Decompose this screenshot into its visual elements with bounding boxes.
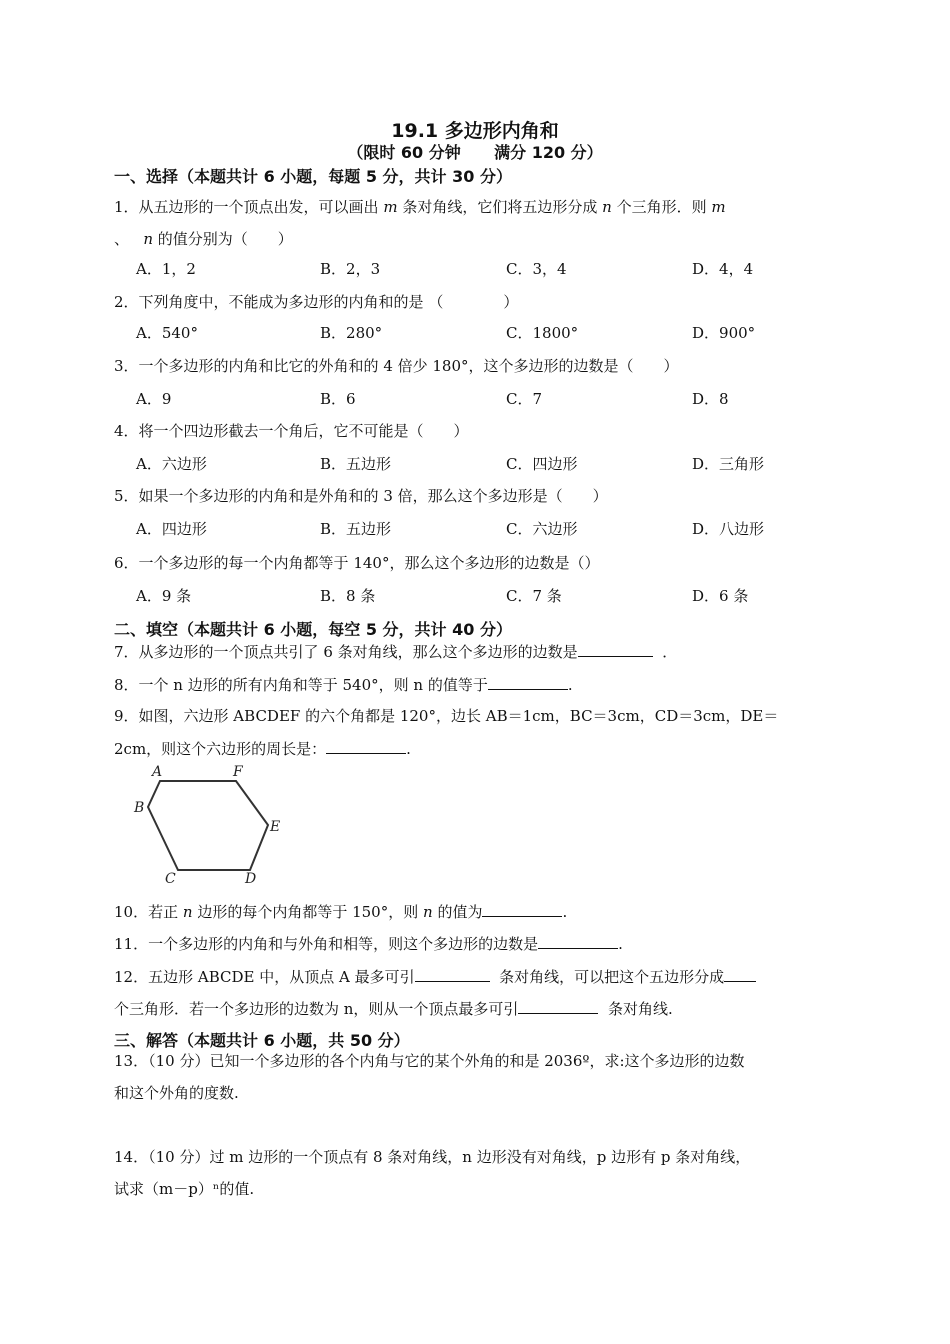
q1-option-b[interactable]: B．2，3: [320, 260, 381, 278]
answer-blank[interactable]: [724, 965, 756, 982]
q3-option-d[interactable]: D．8: [692, 390, 729, 408]
answer-blank[interactable]: [326, 737, 406, 754]
question-2: 2．下列角度中，不能成为多边形的内角和的是 （ ）: [114, 293, 519, 311]
q4-option-c[interactable]: C．四边形: [506, 455, 578, 473]
q2-option-b[interactable]: B．280°: [320, 324, 383, 342]
question-1-line-1: 1．从五边形的一个顶点出发，可以画出 m 条对角线，它们将五边形分成 n 个三角形．则 m: [114, 198, 726, 216]
answer-blank[interactable]: [538, 932, 618, 949]
q6-option-c[interactable]: C．7 条: [506, 587, 562, 605]
q4-option-d[interactable]: D．三角形: [692, 455, 765, 473]
q3-option-b[interactable]: B．6: [320, 390, 356, 408]
q3-option-a[interactable]: A．9: [136, 390, 172, 408]
question-13-line-1: 13．（10 分）已知一个多边形的各个内角与它的某个外角的和是 2036º，求:这个多边形的边数: [114, 1052, 745, 1070]
q2-option-c[interactable]: C．1800°: [506, 324, 579, 342]
question-14-line-1: 14．（10 分）过 m 边形的一个顶点有 8 条对角线，n 边形没有对角线，p 边形有 p 条对角线，: [114, 1148, 751, 1166]
section-heading-choice: 一、选择（本题共计 6 小题，每题 5 分，共计 30 分）: [114, 167, 512, 186]
vertex-label-e: E: [270, 819, 281, 835]
q6-option-b[interactable]: B．8 条: [320, 587, 376, 605]
q6-option-d[interactable]: D．6 条: [692, 587, 749, 605]
question-10: 10．若正 n 边形的每个内角都等于 150°，则 n 的值为 .: [114, 900, 567, 922]
question-3: 3．一个多边形的内角和比它的外角和的 4 倍少 180°，这个多边形的边数是（ ）: [114, 357, 679, 375]
vertex-label-b: B: [134, 800, 145, 816]
q5-option-b[interactable]: B．五边形: [320, 520, 392, 538]
question-13-line-2: 和这个外角的度数.: [114, 1084, 239, 1102]
section-heading-fill: 二、填空（本题共计 6 小题，每空 5 分，共计 40 分）: [114, 620, 512, 639]
vertex-label-c: C: [165, 871, 176, 887]
q3-option-c[interactable]: C．7: [506, 390, 543, 408]
answer-blank[interactable]: [488, 673, 568, 690]
vertex-label-f: F: [233, 764, 243, 780]
question-7: 7．从多边形的一个顶点共引了 6 条对角线，那么这个多边形的边数是 ．: [114, 640, 677, 662]
vertex-label-a: A: [152, 764, 163, 780]
q5-option-c[interactable]: C．六边形: [506, 520, 578, 538]
q6-option-a[interactable]: A．9 条: [136, 587, 192, 605]
question-6: 6．一个多边形的每一个内角都等于 140°，那么这个多边形的边数是（）: [114, 554, 600, 572]
q2-option-a[interactable]: A．540°: [136, 324, 198, 342]
question-12-line-1: 12．五边形 ABCDE 中，从顶点 A 最多可引 条对角线，可以把这个五边形分成: [114, 965, 756, 987]
q1-option-d[interactable]: D．4，4: [692, 260, 754, 278]
vertex-label-d: D: [245, 871, 257, 887]
question-9-line-1: 9．如图，六边形 ABCDEF 的六个角都是 120°，边长 AB＝1cm，BC＝3cm，CD＝3cm，DE＝: [114, 707, 779, 725]
hexagon-figure: [132, 762, 287, 888]
q5-option-d[interactable]: D．八边形: [692, 520, 765, 538]
question-4: 4．将一个四边形截去一个角后，它不可能是（ ）: [114, 422, 469, 440]
answer-blank[interactable]: [518, 997, 598, 1014]
question-5: 5．如果一个多边形的内角和是外角和的 3 倍，那么这个多边形是（ ）: [114, 487, 608, 505]
q1-option-c[interactable]: C．3，4: [506, 260, 567, 278]
q5-option-a[interactable]: A．四边形: [136, 520, 207, 538]
question-14-line-2: 试求（m－p）ⁿ的值.: [114, 1180, 255, 1198]
answer-blank[interactable]: [578, 640, 653, 657]
question-11: 11．一个多边形的内角和与外角和相等，则这个多边形的边数是 .: [114, 932, 623, 954]
answer-blank[interactable]: [482, 900, 562, 917]
question-9-line-2: 2cm，则这个六边形的周长是： .: [114, 737, 411, 759]
question-8: 8．一个 n 边形的所有内角和等于 540°，则 n 的值等于 .: [114, 673, 573, 695]
q4-option-a[interactable]: A．六边形: [136, 455, 207, 473]
worksheet-subtitle: （限时 60 分钟 满分 120 分）: [347, 143, 603, 162]
q4-option-b[interactable]: B．五边形: [320, 455, 392, 473]
question-1-line-2: 、 n 的值分别为（ ）: [114, 230, 293, 248]
q1-option-a[interactable]: A．1，2: [136, 260, 196, 278]
q2-option-d[interactable]: D．900°: [692, 324, 756, 342]
worksheet-title: 19.1 多边形内角和: [391, 120, 559, 142]
question-12-line-2: 个三角形．若一个多边形的边数为 n，则从一个顶点最多可引 条对角线.: [114, 997, 673, 1019]
hexagon-shape: [148, 781, 268, 870]
section-heading-solve: 三、解答（本题共计 6 小题，共 50 分）: [114, 1031, 410, 1050]
answer-blank[interactable]: [415, 965, 490, 982]
